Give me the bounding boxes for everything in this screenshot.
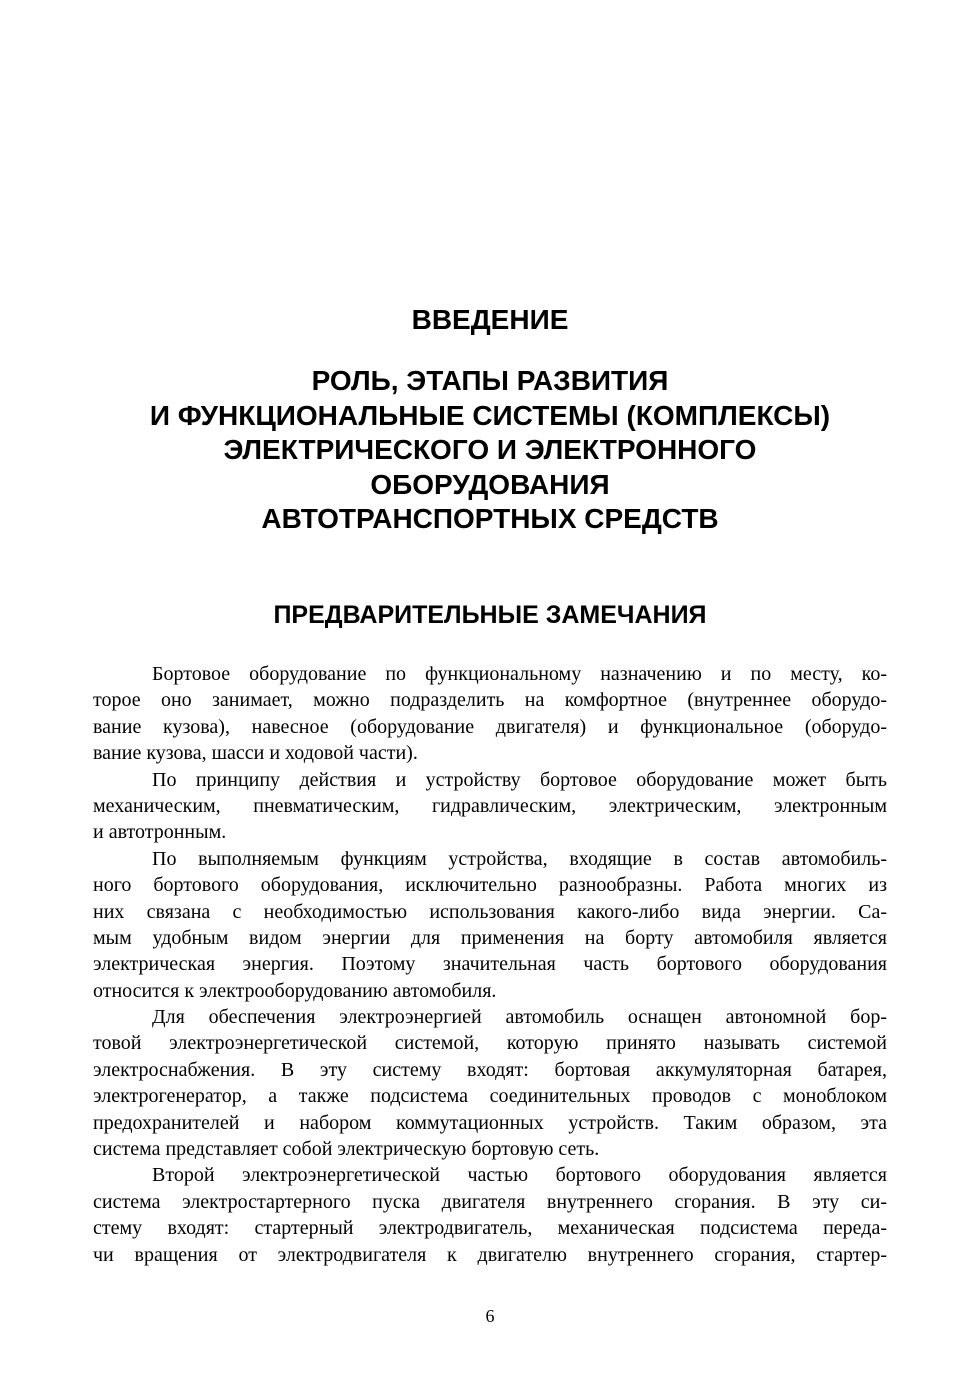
- section-heading: ПРЕДВАРИТЕЛЬНЫЕ ЗАМЕЧАНИЯ: [273, 601, 707, 629]
- chapter-title-line: ЭЛЕКТРИЧЕСКОГО И ЭЛЕКТРОННОГО: [223, 434, 757, 465]
- text-line: мым удобным видом энергии для применения на борту автомобиля является: [93, 926, 887, 949]
- text-line: вание кузова, шасси и ходовой части).: [93, 742, 418, 765]
- text-line: и автотронным.: [93, 821, 227, 844]
- text-line: товой электроэнергетической системой, которую принято называть системой: [93, 1032, 887, 1055]
- text-line: система электростартерного пуска двигателя внутреннего сгорания. В эту си-: [93, 1190, 887, 1213]
- text-line: торое оно занимает, можно подразделить на комфортное (внутреннее оборудо-: [93, 689, 887, 712]
- text-line: электрогенератор, а также подсистема соединительных проводов с моноблоком: [93, 1085, 887, 1108]
- text-line: предохранителей и набором коммутационных устройств. Таким образом, эта: [93, 1111, 887, 1134]
- text-line: чи вращения от электродвигателя к двигателю внутреннего сгорания, стартер-: [93, 1243, 887, 1266]
- text-line: Для обеспечения электроэнергией автомобиль оснащен автономной бор-: [152, 1006, 887, 1029]
- chapter-title-line: И ФУНКЦИОНАЛЬНЫЕ СИСТЕМЫ (КОМПЛЕКСЫ): [149, 399, 831, 431]
- paragraph: [93, 661, 887, 767]
- chapter-title-line: РОЛЬ, ЭТАПЫ РАЗВИТИЯ: [311, 365, 669, 396]
- body-text: [93, 661, 887, 1268]
- page-number: 6: [485, 1306, 495, 1326]
- text-line: система представляет собой электрическую бортовую сеть.: [93, 1138, 600, 1161]
- text-line: ного бортового оборудования, исключительно разнообразны. Работа многих из: [93, 874, 887, 897]
- chapter-title-line: ОБОРУДОВАНИЯ: [370, 468, 610, 500]
- text-line: электрическая энергия. Поэтому значительная часть бортового оборудования: [93, 953, 887, 976]
- paragraph: [93, 1162, 887, 1268]
- text-line: механическим, пневматическим, гидравлическим, электрическим, электронным: [93, 794, 887, 817]
- intro-heading: ВВЕДЕНИЕ: [411, 304, 569, 335]
- chapter-title-line: АВТОТРАНСПОРТНЫХ СРЕДСТВ: [261, 503, 719, 534]
- text-line: По принципу действия и устройству бортовое оборудование может быть: [152, 768, 887, 791]
- text-line: вание кузова), навесное (оборудование двигателя) и функциональное (оборудо-: [93, 715, 887, 738]
- paragraph: [93, 1004, 887, 1162]
- text-line: относится к электрооборудованию автомобиля.: [93, 979, 497, 1002]
- text-line: По выполняемым функциям устройства, входящие в состав автомобиль-: [152, 847, 887, 870]
- paragraph: [93, 846, 887, 1004]
- text-line: стему входят: стартерный электродвигатель, механическая подсистема переда-: [93, 1217, 887, 1240]
- text-line: Бортовое оборудование по функциональному назначению и по месту, ко-: [152, 663, 887, 685]
- text-line: Второй электроэнергетической частью бортового оборудования является: [152, 1164, 887, 1187]
- chapter-title: [0, 364, 980, 537]
- text-line: электроснабжения. В эту систему входят: бортовая аккумуляторная батарея,: [93, 1058, 887, 1081]
- text-line: них связана с необходимостью использования какого-либо вида энергии. Са-: [93, 900, 887, 923]
- paragraph: [93, 767, 887, 846]
